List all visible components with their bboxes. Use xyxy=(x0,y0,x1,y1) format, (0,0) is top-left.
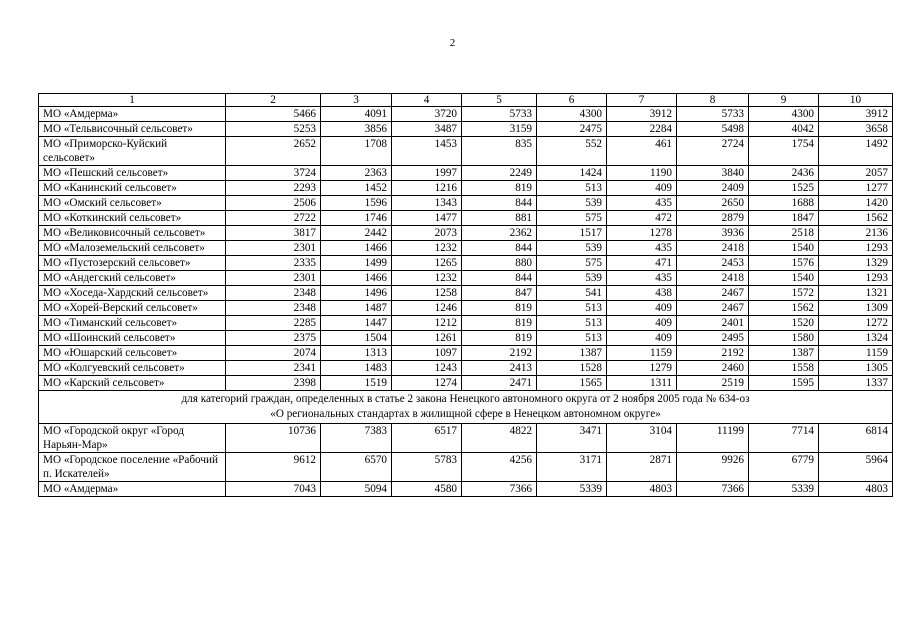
value-cell-col-9: 5339 xyxy=(749,482,819,497)
value-cell-col-9: 6779 xyxy=(749,453,819,482)
value-cell-col-2: 2341 xyxy=(226,361,321,376)
municipality-name: МО «Хоседа-Хардский сельсовет» xyxy=(39,286,226,301)
value-cell-col-9: 2518 xyxy=(749,226,819,241)
municipality-name: МО «Юшарский сельсовет» xyxy=(39,346,226,361)
table-row xyxy=(39,226,893,241)
table-row xyxy=(39,181,893,196)
municipality-name: МО «Андегский сельсовет» xyxy=(39,271,226,286)
municipality-name: МО «Хорей-Верский сельсовет» xyxy=(39,301,226,316)
value-cell-col-10: 2136 xyxy=(819,226,893,241)
table-row xyxy=(39,482,893,497)
value-cell-col-5: 819 xyxy=(462,331,537,346)
municipality-name: МО «Тиманский сельсовет» xyxy=(39,316,226,331)
value-cell-col-6: 4300 xyxy=(537,107,607,122)
value-cell-col-4: 3720 xyxy=(392,107,462,122)
value-cell-col-9: 1754 xyxy=(749,137,819,166)
value-cell-col-5: 2192 xyxy=(462,346,537,361)
value-cell-col-2: 2335 xyxy=(226,256,321,271)
value-cell-col-8: 2650 xyxy=(677,196,749,211)
value-cell-col-2: 2398 xyxy=(226,376,321,391)
value-cell-col-8: 2418 xyxy=(677,271,749,286)
header-cell: 5 xyxy=(462,94,537,107)
value-cell-col-6: 541 xyxy=(537,286,607,301)
value-cell-col-8: 2467 xyxy=(677,286,749,301)
value-cell-col-5: 819 xyxy=(462,316,537,331)
section-heading-row xyxy=(39,391,893,424)
value-cell-col-10: 1324 xyxy=(819,331,893,346)
value-cell-col-9: 1562 xyxy=(749,301,819,316)
value-cell-col-4: 1265 xyxy=(392,256,462,271)
municipality-name: МО «Пешский сельсовет» xyxy=(39,166,226,181)
value-cell-col-7: 2284 xyxy=(607,122,677,137)
value-cell-col-6: 1528 xyxy=(537,361,607,376)
value-cell-col-6: 513 xyxy=(537,316,607,331)
value-cell-col-9: 1525 xyxy=(749,181,819,196)
table-row xyxy=(39,316,893,331)
value-cell-col-10: 1492 xyxy=(819,137,893,166)
value-cell-col-9: 1540 xyxy=(749,241,819,256)
value-cell-col-4: 1274 xyxy=(392,376,462,391)
value-cell-col-5: 4256 xyxy=(462,453,537,482)
value-cell-col-2: 2301 xyxy=(226,241,321,256)
value-cell-col-4: 1258 xyxy=(392,286,462,301)
value-cell-col-6: 2475 xyxy=(537,122,607,137)
table-row xyxy=(39,107,893,122)
value-cell-col-5: 844 xyxy=(462,196,537,211)
page-number: 2 xyxy=(449,37,456,49)
value-cell-col-4: 4580 xyxy=(392,482,462,497)
value-cell-col-6: 3171 xyxy=(537,453,607,482)
value-cell-col-8: 2401 xyxy=(677,316,749,331)
municipality-name: МО «Городское поселение «Рабочий п. Искателей» xyxy=(39,453,226,482)
table-row xyxy=(39,286,893,301)
value-cell-col-6: 1387 xyxy=(537,346,607,361)
table-row xyxy=(39,424,893,453)
municipality-name: МО «Колгуевский сельсовет» xyxy=(39,361,226,376)
value-cell-col-10: 4803 xyxy=(819,482,893,497)
header-cell: 8 xyxy=(677,94,749,107)
value-cell-col-9: 1595 xyxy=(749,376,819,391)
value-cell-col-4: 1477 xyxy=(392,211,462,226)
value-cell-col-4: 2073 xyxy=(392,226,462,241)
value-cell-col-10: 1329 xyxy=(819,256,893,271)
municipality-name: МО «Шоинский сельсовет» xyxy=(39,331,226,346)
value-cell-col-7: 2871 xyxy=(607,453,677,482)
value-cell-col-2: 5466 xyxy=(226,107,321,122)
value-cell-col-2: 9612 xyxy=(226,453,321,482)
value-cell-col-10: 1420 xyxy=(819,196,893,211)
value-cell-col-9: 1520 xyxy=(749,316,819,331)
value-cell-col-5: 2471 xyxy=(462,376,537,391)
value-cell-col-2: 2293 xyxy=(226,181,321,196)
value-cell-col-8: 2519 xyxy=(677,376,749,391)
value-cell-col-7: 3912 xyxy=(607,107,677,122)
value-cell-col-8: 9926 xyxy=(677,453,749,482)
value-cell-col-4: 6517 xyxy=(392,424,462,453)
value-cell-col-6: 539 xyxy=(537,241,607,256)
value-cell-col-4: 1261 xyxy=(392,331,462,346)
value-cell-col-3: 4091 xyxy=(321,107,392,122)
value-cell-col-6: 575 xyxy=(537,256,607,271)
value-cell-col-4: 1246 xyxy=(392,301,462,316)
table-row xyxy=(39,453,893,482)
value-cell-col-3: 1466 xyxy=(321,241,392,256)
municipality-name: МО «Канинский сельсовет» xyxy=(39,181,226,196)
value-cell-col-9: 1387 xyxy=(749,346,819,361)
value-cell-col-9: 4300 xyxy=(749,107,819,122)
value-cell-col-10: 1309 xyxy=(819,301,893,316)
value-cell-col-10: 1293 xyxy=(819,241,893,256)
table-row xyxy=(39,122,893,137)
value-cell-col-7: 1190 xyxy=(607,166,677,181)
value-cell-col-6: 513 xyxy=(537,301,607,316)
table-row xyxy=(39,166,893,181)
value-cell-col-4: 1232 xyxy=(392,271,462,286)
value-cell-col-3: 2442 xyxy=(321,226,392,241)
value-cell-col-2: 2722 xyxy=(226,211,321,226)
value-cell-col-6: 5339 xyxy=(537,482,607,497)
value-cell-col-7: 409 xyxy=(607,331,677,346)
value-cell-col-4: 3487 xyxy=(392,122,462,137)
value-cell-col-10: 1272 xyxy=(819,316,893,331)
value-cell-col-7: 4803 xyxy=(607,482,677,497)
value-cell-col-6: 539 xyxy=(537,271,607,286)
value-cell-col-3: 1466 xyxy=(321,271,392,286)
value-cell-col-2: 5253 xyxy=(226,122,321,137)
value-cell-col-7: 409 xyxy=(607,316,677,331)
value-cell-col-7: 435 xyxy=(607,196,677,211)
header-cell: 7 xyxy=(607,94,677,107)
value-cell-col-5: 835 xyxy=(462,137,537,166)
value-cell-col-5: 2249 xyxy=(462,166,537,181)
data-table xyxy=(38,93,893,497)
value-cell-col-10: 1305 xyxy=(819,361,893,376)
value-cell-col-3: 3856 xyxy=(321,122,392,137)
value-cell-col-2: 2348 xyxy=(226,286,321,301)
value-cell-col-2: 2375 xyxy=(226,331,321,346)
value-cell-col-5: 847 xyxy=(462,286,537,301)
value-cell-col-8: 2453 xyxy=(677,256,749,271)
value-cell-col-2: 2652 xyxy=(226,137,321,166)
table-row xyxy=(39,271,893,286)
header-cell: 2 xyxy=(226,94,321,107)
value-cell-col-10: 2057 xyxy=(819,166,893,181)
value-cell-col-3: 6570 xyxy=(321,453,392,482)
value-cell-col-9: 1572 xyxy=(749,286,819,301)
value-cell-col-2: 2506 xyxy=(226,196,321,211)
value-cell-col-8: 11199 xyxy=(677,424,749,453)
header-row xyxy=(39,94,893,107)
table-row xyxy=(39,346,893,361)
value-cell-col-2: 2348 xyxy=(226,301,321,316)
value-cell-col-7: 1159 xyxy=(607,346,677,361)
value-cell-col-7: 438 xyxy=(607,286,677,301)
value-cell-col-6: 3471 xyxy=(537,424,607,453)
value-cell-col-3: 1708 xyxy=(321,137,392,166)
value-cell-col-8: 2467 xyxy=(677,301,749,316)
value-cell-col-6: 1517 xyxy=(537,226,607,241)
value-cell-col-4: 1343 xyxy=(392,196,462,211)
table-row xyxy=(39,241,893,256)
value-cell-col-10: 1277 xyxy=(819,181,893,196)
value-cell-col-8: 2724 xyxy=(677,137,749,166)
value-cell-col-9: 7714 xyxy=(749,424,819,453)
value-cell-col-6: 539 xyxy=(537,196,607,211)
table-row xyxy=(39,301,893,316)
value-cell-col-10: 5964 xyxy=(819,453,893,482)
value-cell-col-7: 409 xyxy=(607,301,677,316)
table-row xyxy=(39,331,893,346)
value-cell-col-6: 552 xyxy=(537,137,607,166)
value-cell-col-9: 1576 xyxy=(749,256,819,271)
value-cell-col-2: 3724 xyxy=(226,166,321,181)
value-cell-col-5: 880 xyxy=(462,256,537,271)
value-cell-col-8: 5733 xyxy=(677,107,749,122)
value-cell-col-9: 2436 xyxy=(749,166,819,181)
value-cell-col-3: 1499 xyxy=(321,256,392,271)
header-cell: 3 xyxy=(321,94,392,107)
value-cell-col-10: 1159 xyxy=(819,346,893,361)
section-heading xyxy=(39,391,893,424)
value-cell-col-2: 2301 xyxy=(226,271,321,286)
value-cell-col-3: 2363 xyxy=(321,166,392,181)
value-cell-col-7: 461 xyxy=(607,137,677,166)
value-cell-col-3: 1504 xyxy=(321,331,392,346)
value-cell-col-3: 1452 xyxy=(321,181,392,196)
table-row xyxy=(39,211,893,226)
table-row xyxy=(39,196,893,211)
municipality-name: МО «Городской округ «Город Нарьян-Мар» xyxy=(39,424,226,453)
header-cell: 4 xyxy=(392,94,462,107)
header-cell: 6 xyxy=(537,94,607,107)
value-cell-col-2: 2285 xyxy=(226,316,321,331)
municipality-name: МО «Великовисочный сельсовет» xyxy=(39,226,226,241)
value-cell-col-2: 2074 xyxy=(226,346,321,361)
value-cell-col-5: 819 xyxy=(462,181,537,196)
value-cell-col-8: 5498 xyxy=(677,122,749,137)
value-cell-col-7: 1279 xyxy=(607,361,677,376)
value-cell-col-7: 3104 xyxy=(607,424,677,453)
municipality-name: МО «Пустозерский сельсовет» xyxy=(39,256,226,271)
value-cell-col-7: 435 xyxy=(607,241,677,256)
value-cell-col-3: 1487 xyxy=(321,301,392,316)
value-cell-col-7: 1311 xyxy=(607,376,677,391)
table-row xyxy=(39,137,893,166)
value-cell-col-5: 2362 xyxy=(462,226,537,241)
value-cell-col-2: 3817 xyxy=(226,226,321,241)
value-cell-col-3: 1483 xyxy=(321,361,392,376)
value-cell-col-8: 2418 xyxy=(677,241,749,256)
value-cell-col-5: 819 xyxy=(462,301,537,316)
value-cell-col-8: 2495 xyxy=(677,331,749,346)
value-cell-col-10: 1337 xyxy=(819,376,893,391)
value-cell-col-7: 409 xyxy=(607,181,677,196)
value-cell-col-9: 1580 xyxy=(749,331,819,346)
value-cell-col-3: 7383 xyxy=(321,424,392,453)
municipality-name: МО «Тельвисочный сельсовет» xyxy=(39,122,226,137)
value-cell-col-5: 4822 xyxy=(462,424,537,453)
value-cell-col-8: 2460 xyxy=(677,361,749,376)
value-cell-col-7: 472 xyxy=(607,211,677,226)
section-heading-line-2: «О региональных стандартах в жилищной сфере в Ненецком автономном округе» xyxy=(270,408,661,420)
value-cell-col-8: 2192 xyxy=(677,346,749,361)
value-cell-col-8: 7366 xyxy=(677,482,749,497)
value-cell-col-10: 3658 xyxy=(819,122,893,137)
value-cell-col-6: 513 xyxy=(537,331,607,346)
value-cell-col-6: 1424 xyxy=(537,166,607,181)
value-cell-col-10: 1321 xyxy=(819,286,893,301)
value-cell-col-3: 1313 xyxy=(321,346,392,361)
value-cell-col-6: 575 xyxy=(537,211,607,226)
value-cell-col-9: 1558 xyxy=(749,361,819,376)
municipality-name: МО «Малоземельский сельсовет» xyxy=(39,241,226,256)
table-row xyxy=(39,376,893,391)
value-cell-col-7: 1278 xyxy=(607,226,677,241)
value-cell-col-10: 1562 xyxy=(819,211,893,226)
value-cell-col-5: 844 xyxy=(462,271,537,286)
value-cell-col-3: 5094 xyxy=(321,482,392,497)
value-cell-col-2: 10736 xyxy=(226,424,321,453)
value-cell-col-4: 1453 xyxy=(392,137,462,166)
value-cell-col-4: 1243 xyxy=(392,361,462,376)
table-row xyxy=(39,256,893,271)
municipality-name: МО «Карский сельсовет» xyxy=(39,376,226,391)
header-cell: 9 xyxy=(749,94,819,107)
value-cell-col-10: 6814 xyxy=(819,424,893,453)
value-cell-col-6: 1565 xyxy=(537,376,607,391)
value-cell-col-4: 1212 xyxy=(392,316,462,331)
value-cell-col-8: 2409 xyxy=(677,181,749,196)
value-cell-col-9: 1688 xyxy=(749,196,819,211)
municipality-name: МО «Амдерма» xyxy=(39,107,226,122)
value-cell-col-4: 1216 xyxy=(392,181,462,196)
value-cell-col-9: 4042 xyxy=(749,122,819,137)
municipality-name: МО «Коткинский сельсовет» xyxy=(39,211,226,226)
value-cell-col-7: 435 xyxy=(607,271,677,286)
municipality-name: МО «Амдерма» xyxy=(39,482,226,497)
value-cell-col-5: 881 xyxy=(462,211,537,226)
value-cell-col-2: 7043 xyxy=(226,482,321,497)
value-cell-col-10: 1293 xyxy=(819,271,893,286)
value-cell-col-6: 513 xyxy=(537,181,607,196)
value-cell-col-4: 1997 xyxy=(392,166,462,181)
municipality-name: МО «Приморско-Куйский сельсовет» xyxy=(39,137,226,166)
value-cell-col-5: 844 xyxy=(462,241,537,256)
value-cell-col-4: 1232 xyxy=(392,241,462,256)
value-cell-col-8: 2879 xyxy=(677,211,749,226)
value-cell-col-3: 1746 xyxy=(321,211,392,226)
municipality-name: МО «Омский сельсовет» xyxy=(39,196,226,211)
value-cell-col-9: 1540 xyxy=(749,271,819,286)
value-cell-col-3: 1596 xyxy=(321,196,392,211)
value-cell-col-5: 5733 xyxy=(462,107,537,122)
section-heading-line-1: для категорий граждан, определенных в статье 2 закона Ненецкого автономного округа от 2 ноября 2005 года № 634-оз xyxy=(181,393,750,405)
value-cell-col-10: 3912 xyxy=(819,107,893,122)
value-cell-col-5: 3159 xyxy=(462,122,537,137)
value-cell-col-4: 1097 xyxy=(392,346,462,361)
value-cell-col-3: 1496 xyxy=(321,286,392,301)
table-row xyxy=(39,361,893,376)
value-cell-col-9: 1847 xyxy=(749,211,819,226)
value-cell-col-3: 1519 xyxy=(321,376,392,391)
value-cell-col-3: 1447 xyxy=(321,316,392,331)
header-cell: 1 xyxy=(39,94,226,107)
value-cell-col-5: 7366 xyxy=(462,482,537,497)
value-cell-col-8: 3840 xyxy=(677,166,749,181)
value-cell-col-5: 2413 xyxy=(462,361,537,376)
value-cell-col-7: 471 xyxy=(607,256,677,271)
value-cell-col-4: 5783 xyxy=(392,453,462,482)
header-cell: 10 xyxy=(819,94,893,107)
value-cell-col-8: 3936 xyxy=(677,226,749,241)
